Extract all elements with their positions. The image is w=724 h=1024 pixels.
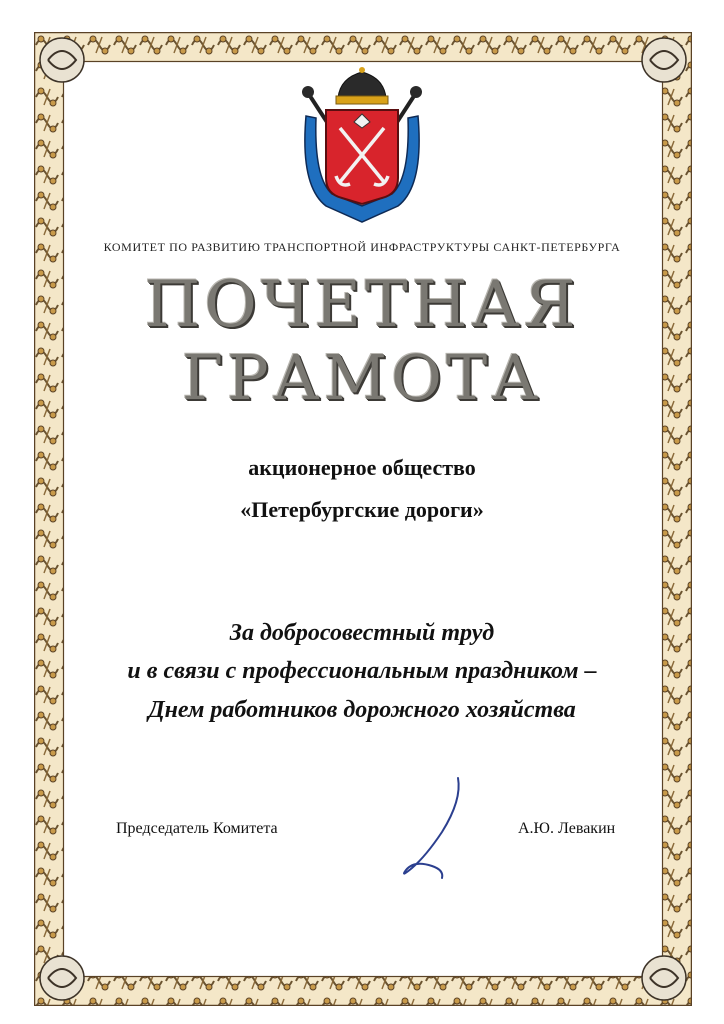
title-line-1: ПОЧЕТНАЯ bbox=[144, 268, 580, 342]
signatory-position: Председатель Комитета bbox=[116, 820, 278, 837]
recipient-name: «Петербургские дороги» bbox=[240, 497, 484, 522]
committee-name: КОМИТЕТ ПО РАЗВИТИЮ ТРАНСПОРТНОЙ ИНФРАСТРУКТУРЫ САНКТ-ПЕТЕРБУРГА bbox=[103, 240, 621, 254]
reason-line-3: Днем работников дорожного хозяйства bbox=[148, 697, 576, 723]
reason-line-1: За добросовестный труд bbox=[229, 620, 495, 646]
handwritten-signature bbox=[392, 770, 472, 882]
recipient-type: акционерное общество bbox=[248, 455, 476, 480]
coat-of-arms-saint-petersburg-icon bbox=[296, 66, 428, 234]
title-line-2: ГРАМОТА bbox=[181, 341, 543, 414]
reason-line-2: и в связи с профессиональным праздником – bbox=[127, 658, 597, 684]
signatory-name: А.Ю. Левакин bbox=[518, 820, 616, 837]
